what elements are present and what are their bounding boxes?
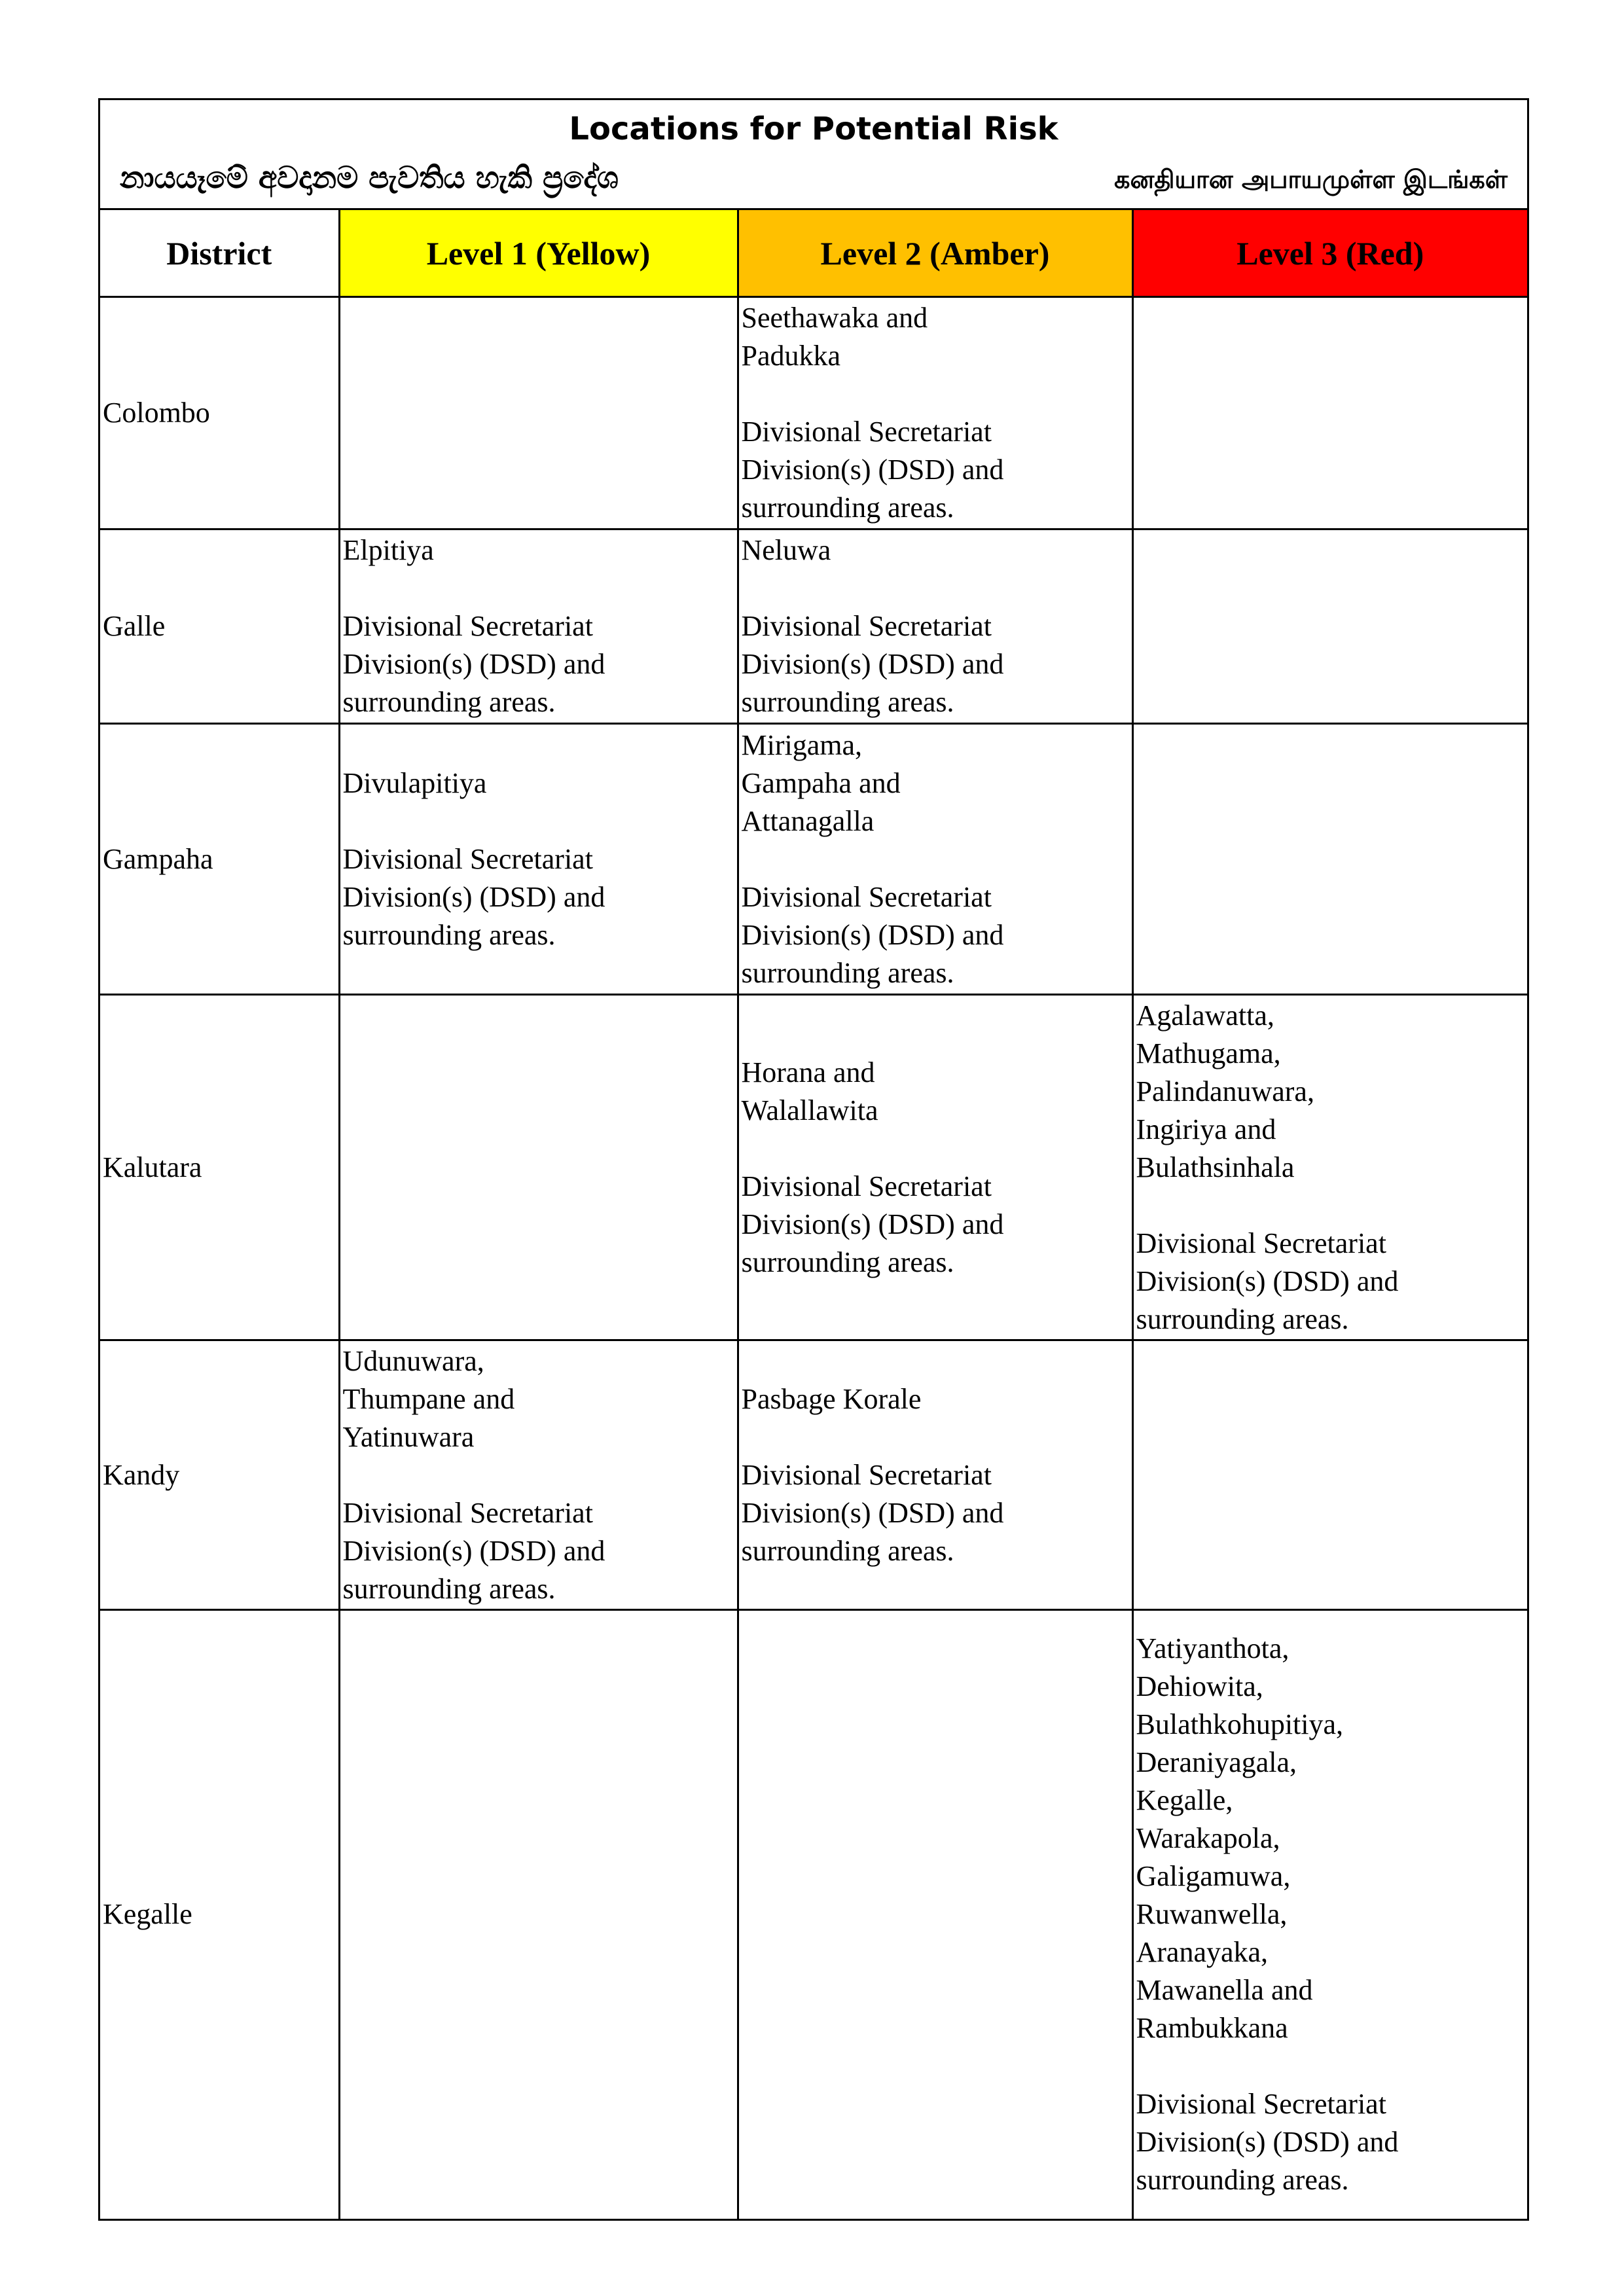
level1-text: Udunuwara, Thumpane and Yatinuwara Divisional Secretariat Division(s) (DSD) and surrounding areas. [342,1344,605,1605]
header-row [100,210,1527,297]
district-name: Kegalle [103,1898,192,1931]
header-level2: Level 2 (Amber) [738,210,1132,297]
table-row [100,297,1527,529]
level2-text: Pasbage Korale Divisional Secretariat Division(s) (DSD) and surrounding areas. [741,1382,1004,1567]
level1-cell [339,1610,738,2219]
level2-cell [738,995,1132,1340]
district-cell [100,297,339,529]
level2-cell [738,724,1132,995]
district-cell [100,529,339,724]
title-english: Locations for Potential Risk [569,111,1058,147]
district-name: Galle [103,610,166,642]
level2-cell [738,297,1132,529]
table-row [100,724,1527,995]
table-row [100,1610,1527,2219]
level1-text: Divulapitiya Divisional Secretariat Division(s) (DSD) and surrounding areas. [342,766,605,951]
table-row [100,995,1527,1340]
level1-cell [339,995,738,1340]
level2-text: Seethawaka and Padukka Divisional Secretariat Division(s) (DSD) and surrounding areas. [741,302,1004,524]
district-cell [100,1610,339,2219]
level1-cell [339,529,738,724]
title-tamil: கனதியான அபாயமுள்ள இடங்கள் [1114,165,1507,194]
level3-cell [1132,1610,1527,2219]
level1-cell [339,724,738,995]
district-name: Gampaha [103,842,213,875]
table-row [100,1340,1527,1610]
level1-cell [339,297,738,529]
level2-cell [738,529,1132,724]
level1-cell [339,1340,738,1610]
title-block [100,100,1527,210]
level3-cell [1132,297,1527,529]
district-name: Colombo [103,397,210,429]
level2-text: Horana and Walallawita Divisional Secretariat Division(s) (DSD) and surrounding areas. [741,1056,1004,1278]
level3-cell [1132,995,1527,1340]
level2-text: Mirigama, Gampaha and Attanagalla Divisional Secretariat Division(s) (DSD) and surrounding areas. [741,728,1004,989]
level3-cell [1132,1340,1527,1610]
district-cell [100,995,339,1340]
level1-text: Elpitiya Divisional Secretariat Division(s) (DSD) and surrounding areas. [342,534,605,718]
risk-table-sheet [98,98,1529,2221]
header-district: District [100,210,339,297]
level3-cell [1132,529,1527,724]
risk-table [100,210,1527,2219]
level3-text: Agalawatta, Mathugama, Palindanuwara, Ingiriya and Bulathsinhala Divisional Secretariat Division(s) (DSD) and surrounding areas. [1136,999,1399,1335]
level3-text: Yatiyanthota, Dehiowita, Bulathkohupitiya, Deraniyagala, Kegalle, Warakapola, Galigamuwa, Ruwanwella, Aranayaka, Mawanella and Rambukkana Divisional Secretariat Division(s) (DSD) and surrounding areas. [1136,1632,1399,2197]
district-cell [100,724,339,995]
table-row [100,529,1527,724]
header-level3: Level 3 (Red) [1132,210,1527,297]
district-name: Kandy [103,1458,180,1491]
level2-text: Neluwa Divisional Secretariat Division(s) (DSD) and surrounding areas. [741,534,1004,718]
title-sinhala: නායයෑමේ අවදානම පැවතිය හැකි ප්‍රදේශ [120,160,619,195]
level2-cell [738,1340,1132,1610]
district-name: Kalutara [103,1151,202,1183]
level3-cell [1132,724,1527,995]
level2-cell [738,1610,1132,2219]
header-level1: Level 1 (Yellow) [339,210,738,297]
district-cell [100,1340,339,1610]
